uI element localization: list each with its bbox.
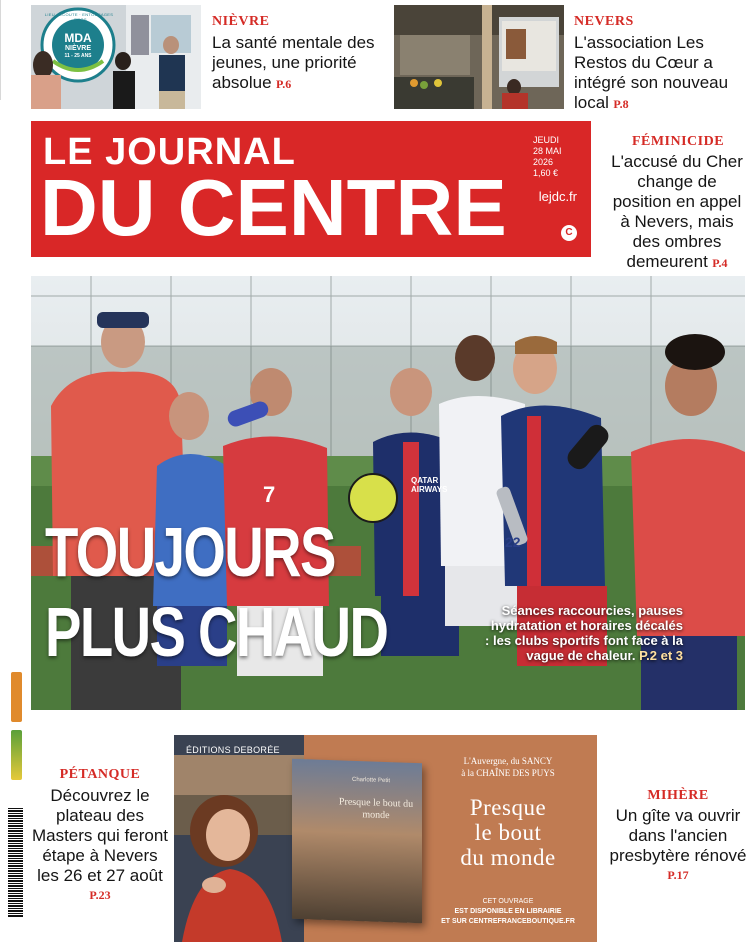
- teaser-title: L'accusé du Cher change de position en appel à Nevers, mais des ombres demeurent: [611, 152, 743, 271]
- issue-day: JEUDI: [533, 135, 560, 145]
- column-divider: [0, 0, 1, 100]
- ad-region-line2: à la CHAÎNE DES PUYS: [461, 768, 555, 778]
- teaser-restos-du-coeur[interactable]: [574, 33, 746, 113]
- masthead: [31, 121, 591, 257]
- restos-scene-illustration: [394, 5, 564, 109]
- jersey-number-22: 22: [505, 534, 521, 550]
- centre-france-logo-icon: C: [561, 225, 577, 241]
- ad-availability: [428, 897, 588, 927]
- teaser-photo-mda-nievre: [31, 5, 201, 109]
- teaser-kicker-petanque: PÉTANQUE: [59, 767, 141, 782]
- ad-avail-line2: EST DISPONIBLE EN LIBRAIRIE: [454, 908, 562, 915]
- mda-sign-line1: MDA: [64, 31, 92, 45]
- ad-portrait-illustration: [174, 735, 304, 942]
- hero-deck: [483, 603, 683, 663]
- teaser-feminicide[interactable]: [606, 152, 748, 272]
- teaser-page-ref: P.23: [89, 888, 111, 902]
- barcode-icon: [8, 808, 23, 918]
- ad-publisher: ÉDITIONS DEBORÉE: [186, 745, 280, 755]
- teaser-petanque[interactable]: [30, 786, 170, 904]
- jersey-number-7: 7: [263, 482, 276, 507]
- teaser-kicker-nievre: NIÈVRE: [212, 14, 270, 29]
- teaser-title: Découvrez le plateau des Masters qui feront étape à Nevers les 26 et 27 août: [31, 786, 169, 885]
- hero-deck-text: Séances raccourcies, pauses hydratation et horaires décalés : les clubs sportifs font face à la vague de chaleur.: [485, 603, 683, 663]
- mda-sign-line3: 11 - 25 ANS: [64, 53, 92, 59]
- book-advertisement[interactable]: [174, 735, 597, 942]
- mda-sign-text: [58, 32, 98, 60]
- teaser-title: La santé mentale des jeunes, une priorité absolue: [212, 33, 375, 92]
- mda-sign-ring-text: LIEU · ÉCOUTE · ENTOURAGES · PROS: [44, 12, 114, 22]
- hero-page-ref: P.2 et 3: [639, 648, 683, 663]
- teaser-page-ref: P.4: [712, 256, 728, 270]
- teaser-title: Un gîte va ouvrir dans l'ancien presbytère rénové: [609, 806, 747, 865]
- teaser-title: L'association Les Restos du Cœur a intégré son nouveau local: [574, 33, 729, 112]
- teaser-kicker-mihere: MIHÈRE: [647, 788, 709, 803]
- book-cover-title: Presque le bout du monde: [338, 796, 414, 822]
- teaser-page-ref: P.6: [276, 77, 292, 91]
- masthead-issue-info: [533, 135, 577, 179]
- side-promo-tag: [11, 672, 22, 722]
- masthead-title-line1: LE JOURNAL: [43, 131, 296, 173]
- ad-avail-line1: CET OUVRAGE: [482, 898, 534, 905]
- issue-price: 1,60 €: [533, 168, 559, 178]
- teaser-kicker-feminicide: FÉMINICIDE: [631, 134, 725, 149]
- teaser-gite-presbytere[interactable]: [608, 806, 748, 884]
- ad-avail-line3: ET SUR CENTREFRANCEBOUTIQUE.FR: [441, 918, 575, 925]
- teaser-page-ref: P.8: [613, 97, 629, 111]
- teaser-page-ref: P.17: [667, 868, 689, 882]
- jersey-sponsor-text: QATAR AIRWAYS: [411, 476, 448, 494]
- ad-region: [428, 755, 588, 779]
- website-link[interactable]: lejdc.fr: [538, 189, 577, 204]
- hero-headline-line1: TOUJOURS: [45, 513, 335, 591]
- recycle-icon: [11, 730, 22, 780]
- hero-headline: [45, 512, 387, 672]
- ad-title: [428, 795, 588, 870]
- issue-date: 28 MAI 2026: [533, 146, 562, 167]
- ad-title-line2: le bout: [474, 820, 542, 845]
- book-cover: [292, 759, 422, 924]
- ad-region-line1: L'Auvergne, du SANCY: [463, 756, 553, 766]
- masthead-title-line2: DU CENTRE: [40, 163, 507, 252]
- book-author: Charlotte Petit: [352, 776, 391, 785]
- ad-title-line1: Presque: [469, 795, 547, 820]
- mda-sign-line2: NIÈVRE: [64, 45, 92, 52]
- hero-photo[interactable]: [31, 276, 745, 710]
- teaser-kicker-nevers: NEVERS: [574, 14, 634, 29]
- hero-headline-line2: PLUS CHAUD: [45, 593, 388, 671]
- teaser-santé-mentale[interactable]: [212, 33, 377, 93]
- teaser-photo-restos-du-coeur: [394, 5, 564, 109]
- ad-title-line3: du monde: [460, 845, 556, 870]
